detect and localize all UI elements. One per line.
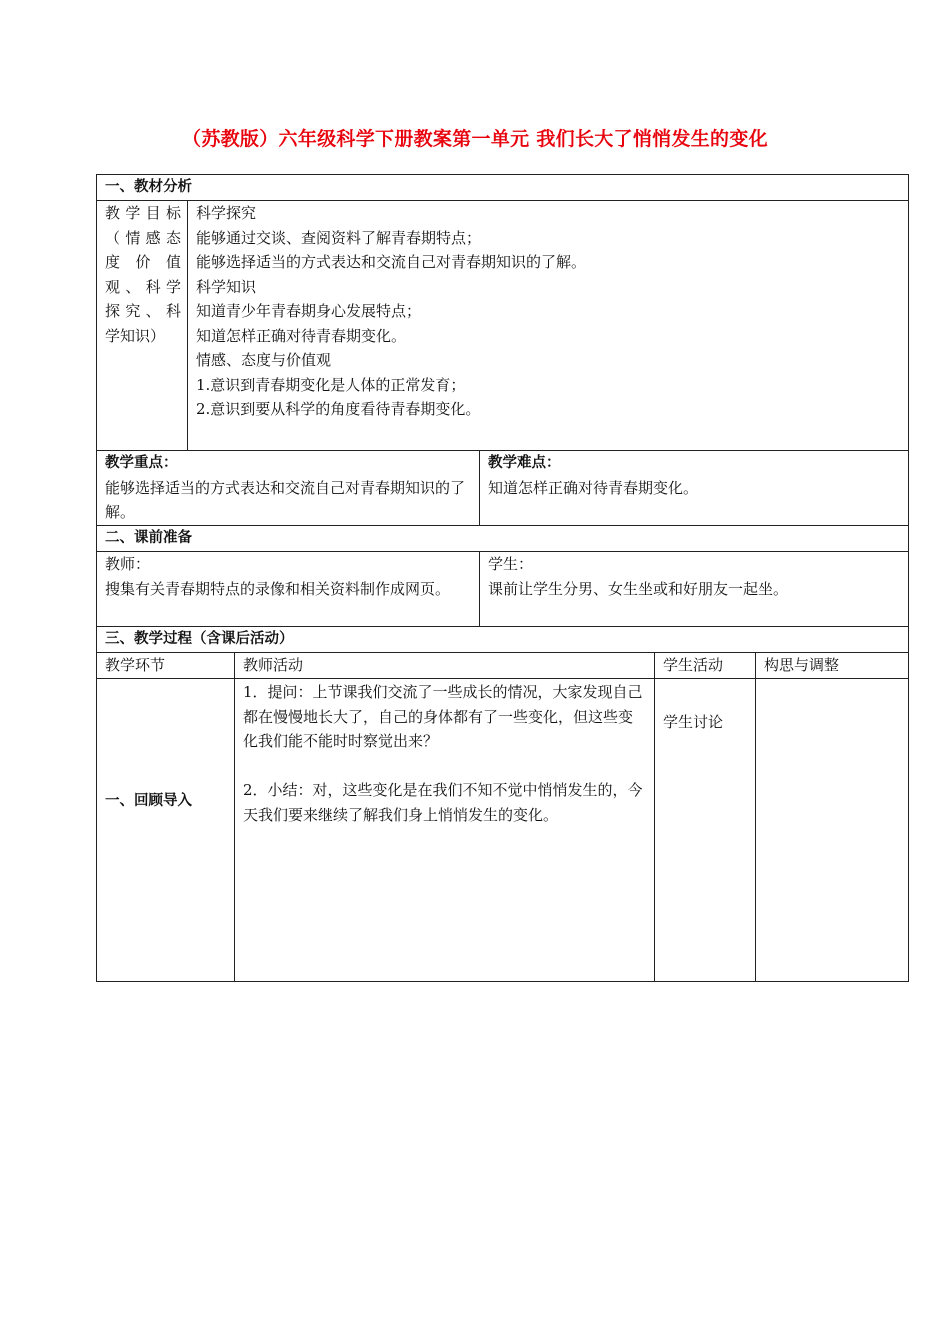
stage-cell: 一、回顾导入 — [97, 679, 235, 982]
goals-row — [97, 201, 909, 451]
process-header-row — [97, 653, 909, 679]
goals-line: 能够通过交谈、查阅资料了解青春期特点； — [196, 228, 482, 247]
goals-content-cell — [188, 201, 909, 451]
key-difficulty-row — [97, 451, 909, 526]
student-prep-text: 课前让学生分男、女生坐或和好朋友一起坐。 — [488, 579, 789, 598]
document-title: （苏教版）六年级科学下册教案第一单元 我们长大了悄悄发生的变化 — [182, 128, 768, 150]
difficulty-cell — [480, 451, 909, 526]
goals-label-line: 学知识） — [105, 326, 166, 345]
student-activity-cell: 学生讨论 — [655, 679, 756, 982]
student-prep-label: 学生： — [488, 555, 534, 573]
key-point-label: 教学重点： — [105, 455, 178, 471]
goals-line: 能够选择适当的方式表达和交流自己对青春期知识的了解。 — [196, 253, 587, 271]
lesson-plan-table — [96, 174, 909, 982]
goals-line: 科学知识 — [196, 277, 257, 296]
goals-label-line: （情感态 — [105, 228, 181, 247]
column-header-teacher: 教师活动 — [235, 653, 655, 679]
paragraph-spacer — [243, 754, 646, 779]
preparation-row — [97, 552, 909, 627]
section-row-process — [97, 627, 909, 653]
section-heading-analysis: 一、教材分析 — [97, 175, 909, 201]
teacher-activity-paragraph: 2．小结：对，这些变化是在我们不知不觉中悄悄发生的，今天我们要来继续了解我们身上悄悄发生的变化。 — [243, 781, 643, 824]
goals-line: 1.意识到青春期变化是人体的正常发育； — [196, 375, 466, 394]
goals-line: 情感、态度与价值观 — [196, 351, 332, 369]
key-point-text: 能够选择适当的方式表达和交流自己对青春期知识的了解。 — [105, 478, 466, 521]
goals-label-line: 度 价 值 — [105, 253, 181, 271]
goals-line: 知道怎样正确对待青春期变化。 — [196, 326, 407, 345]
table-row — [97, 679, 909, 982]
difficulty-text: 知道怎样正确对待青春期变化。 — [488, 478, 699, 497]
goals-line: 科学探究 — [196, 204, 257, 222]
goals-label-cell — [97, 201, 188, 451]
student-prep-cell — [480, 552, 909, 627]
notes-cell — [756, 679, 909, 982]
goals-label-line: 观、科学 — [105, 277, 181, 296]
column-header-notes: 构思与调整 — [756, 653, 909, 679]
section-heading-process: 三、教学过程（含课后活动） — [97, 627, 909, 653]
teacher-prep-cell — [97, 552, 480, 627]
difficulty-label: 教学难点： — [488, 455, 561, 471]
goals-label-line: 教学目标 — [105, 204, 181, 222]
column-header-student: 学生活动 — [655, 653, 756, 679]
key-point-cell — [97, 451, 480, 526]
section-row-preparation — [97, 526, 909, 552]
goals-line: 2.意识到要从科学的角度看待青春期变化。 — [196, 400, 481, 418]
column-header-stage: 教学环节 — [97, 653, 235, 679]
teacher-prep-text: 搜集有关青春期特点的录像和相关资料制作成网页。 — [105, 579, 451, 598]
goals-label-line: 探究、科 — [105, 302, 181, 320]
section-row-analysis — [97, 175, 909, 201]
teacher-activity-cell — [235, 679, 655, 982]
section-heading-preparation: 二、课前准备 — [97, 526, 909, 552]
teacher-prep-label: 教师： — [105, 555, 151, 573]
goals-line: 知道青少年青春期身心发展特点； — [196, 302, 422, 320]
teacher-activity-paragraph: 1．提问：上节课我们交流了一些成长的情况，大家发现自己都在慢慢地长大了，自己的身体都有了一些变化，但这些变化我们能不能时时察觉出来？ — [243, 683, 643, 750]
